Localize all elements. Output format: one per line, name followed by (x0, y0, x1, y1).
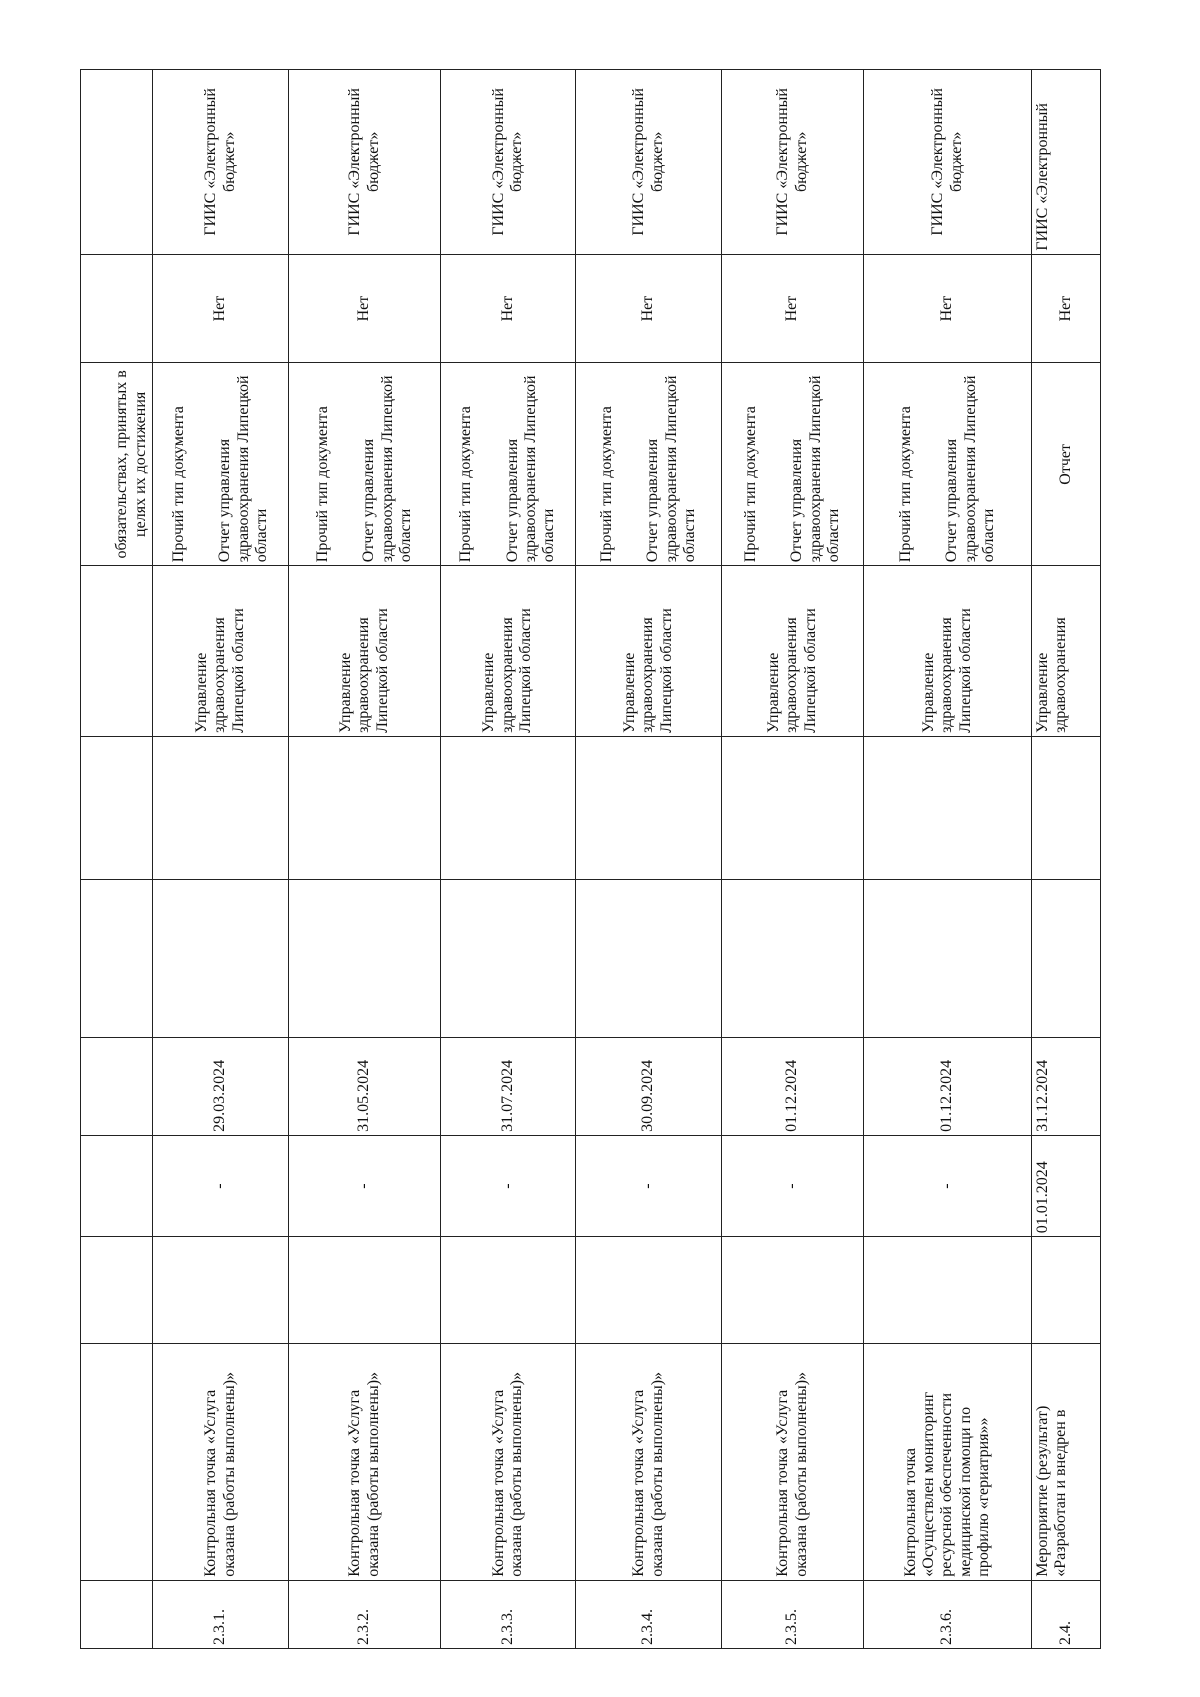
row-name: Контрольная точка «Услуга оказана (работы выполнены)» (153, 1343, 289, 1580)
header-cell-base (81, 1237, 153, 1344)
row-number: 2.3.4. (576, 1580, 722, 1648)
header-cell-responsible (81, 566, 153, 737)
row-flag: Нет (722, 254, 864, 363)
row-flag: Нет (864, 254, 1032, 363)
row-empty-cell (576, 879, 722, 1037)
row-responsible: Управление здравоохранения Липецкой области (864, 566, 1032, 737)
row-doc-type: Прочий тип документа (457, 406, 475, 563)
row-doc-type: Прочий тип документа (896, 406, 914, 563)
row-number: 2.3.6. (864, 1580, 1032, 1648)
row-start-date: - (153, 1135, 289, 1236)
row-base-cell (153, 1237, 289, 1344)
table-row (153, 70, 289, 1649)
row-base-cell (864, 1237, 1032, 1344)
row-doc-type: Прочий тип документа (597, 406, 615, 563)
table-row (289, 70, 441, 1649)
row-start-date: - (864, 1135, 1032, 1236)
row-system: ГИИС «Электронный (1032, 70, 1101, 255)
row-base-cell (289, 1237, 441, 1344)
table-row (722, 70, 864, 1649)
row-end-date: 01.12.2024 (864, 1037, 1032, 1135)
row-empty-cell (1032, 736, 1101, 879)
header-cell-flag (81, 254, 153, 363)
row-name: Контрольная точка «Осуществлен мониторинг ресурсной обеспеченности медицинской помощи по профилю «гериатрия»» (864, 1343, 1032, 1580)
row-document (153, 363, 289, 566)
row-empty-cell (441, 879, 576, 1037)
row-doc-type: Прочий тип документа (741, 406, 759, 563)
row-system: ГИИС «Электронный бюджет» (153, 70, 289, 255)
row-name: Мероприятие (результат) «Разработан и внедрен в (1032, 1343, 1101, 1580)
row-empty-cell (289, 879, 441, 1037)
header-cell-number (81, 1580, 153, 1648)
row-number: 2.3.5. (722, 1580, 864, 1648)
row-end-date: 31.05.2024 (289, 1037, 441, 1135)
row-empty-cell (864, 736, 1032, 879)
header-cell-end (81, 1037, 153, 1135)
row-responsible: Управление здравоохранения Липецкой области (289, 566, 441, 737)
row-empty-cell (576, 736, 722, 879)
row-document (864, 363, 1032, 566)
row-base-cell (722, 1237, 864, 1344)
table-row (864, 70, 1032, 1649)
header-cell-empty-1 (81, 879, 153, 1037)
row-base-cell (1032, 1237, 1101, 1344)
table-header-row (81, 70, 153, 1649)
row-flag: Нет (153, 254, 289, 363)
row-system: ГИИС «Электронный бюджет» (722, 70, 864, 255)
row-base-cell (576, 1237, 722, 1344)
row-document: Отчет (1032, 363, 1101, 566)
row-start-date: - (722, 1135, 864, 1236)
table-row-partial (1032, 70, 1101, 1649)
row-responsible: Управление здравоохранения Липецкой области (153, 566, 289, 737)
row-end-date: 01.12.2024 (722, 1037, 864, 1135)
row-responsible: Управление здравоохранения Липецкой области (722, 566, 864, 737)
row-name: Контрольная точка «Услуга оказана (работы выполнены)» (441, 1343, 576, 1580)
row-document (441, 363, 576, 566)
row-responsible: Управление здравоохранения Липецкой области (576, 566, 722, 737)
row-empty-cell (864, 879, 1032, 1037)
header-cell-name (81, 1343, 153, 1580)
row-start-date: - (441, 1135, 576, 1236)
rotated-table-sheet (80, 69, 1100, 1649)
row-document (289, 363, 441, 566)
row-base-cell (441, 1237, 576, 1344)
row-number: 2.3.2. (289, 1580, 441, 1648)
row-responsible: Управление здравоохранения Липецкой области (441, 566, 576, 737)
row-number: 2.3.3. (441, 1580, 576, 1648)
row-number: 2.3.1. (153, 1580, 289, 1648)
row-doc-name: Отчет управления здравоохранения Липецкой области (943, 375, 997, 563)
row-doc-name: Отчет управления здравоохранения Липецкой области (360, 375, 414, 563)
row-document (722, 363, 864, 566)
row-doc-type: Прочий тип документа (313, 406, 331, 563)
header-cell-start (81, 1135, 153, 1236)
row-system: ГИИС «Электронный бюджет» (289, 70, 441, 255)
row-name: Контрольная точка «Услуга оказана (работы выполнены)» (289, 1343, 441, 1580)
row-name: Контрольная точка «Услуга оказана (работы выполнены)» (722, 1343, 864, 1580)
row-doc-name: Отчет управления здравоохранения Липецкой области (216, 375, 270, 563)
plan-table (80, 69, 1101, 1649)
header-cell-document (81, 363, 153, 566)
row-empty-cell (289, 736, 441, 879)
row-system: ГИИС «Электронный бюджет» (441, 70, 576, 255)
row-empty-cell (153, 879, 289, 1037)
row-flag: Нет (576, 254, 722, 363)
row-flag: Нет (289, 254, 441, 363)
row-end-date: 29.03.2024 (153, 1037, 289, 1135)
row-start-date: - (289, 1135, 441, 1236)
row-start-date: 01.01.2024 (1032, 1135, 1101, 1236)
row-end-date: 31.12.2024 (1032, 1037, 1101, 1135)
row-doc-name: Отчет управления здравоохранения Липецкой области (788, 375, 842, 563)
row-empty-cell (722, 879, 864, 1037)
row-system: ГИИС «Электронный бюджет» (864, 70, 1032, 255)
row-end-date: 31.07.2024 (441, 1037, 576, 1135)
row-doc-name: Отчет управления здравоохранения Липецкой области (503, 375, 558, 563)
row-empty-cell (722, 736, 864, 879)
row-document (576, 363, 722, 566)
row-doc-type: Прочий тип документа (169, 406, 187, 563)
row-responsible: Управление здравоохранения (1032, 566, 1101, 737)
row-system: ГИИС «Электронный бюджет» (576, 70, 722, 255)
row-name: Контрольная точка «Услуга оказана (работы выполнены)» (576, 1343, 722, 1580)
row-flag: Нет (1032, 254, 1101, 363)
row-end-date: 30.09.2024 (576, 1037, 722, 1135)
table-row (576, 70, 722, 1649)
header-document-fragment: обязательствах, принятых в целях их достижения (113, 370, 149, 559)
row-number: 2.4. (1032, 1580, 1101, 1648)
row-start-date: - (576, 1135, 722, 1236)
row-empty-cell (1032, 879, 1101, 1037)
row-flag: Нет (441, 254, 576, 363)
header-cell-system (81, 70, 153, 255)
row-empty-cell (153, 736, 289, 879)
row-empty-cell (441, 736, 576, 879)
header-cell-empty-2 (81, 736, 153, 879)
row-doc-name: Отчет управления здравоохранения Липецкой области (644, 375, 698, 563)
table-row (441, 70, 576, 1649)
